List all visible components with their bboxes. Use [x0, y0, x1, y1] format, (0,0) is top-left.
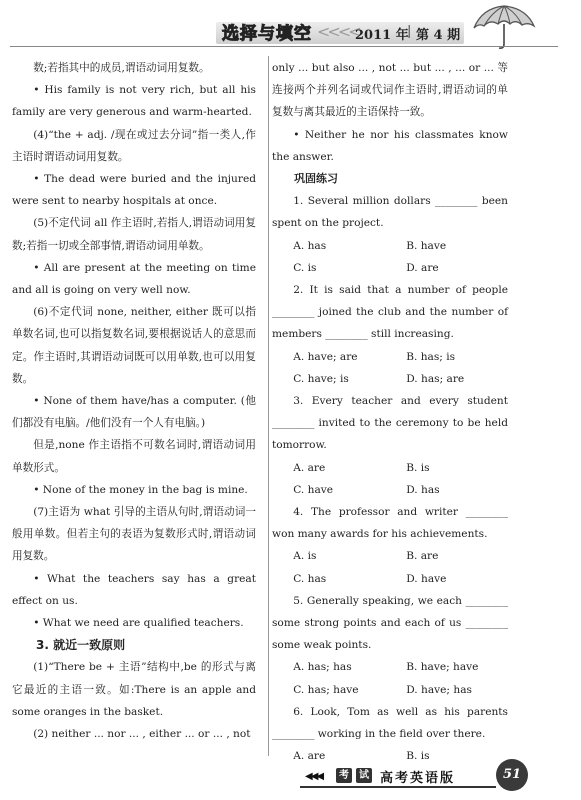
- chevrons-decoration: <<<<: [317, 22, 359, 41]
- answer-option: B. have; have: [406, 661, 479, 674]
- page-footer: [300, 759, 560, 793]
- grammar-paragraph: (2) neither ... nor ... , either ... or ... , not: [33, 728, 251, 741]
- example-sentence: • His family is not very rich, but all his family are very generous and warm-hearted.: [12, 84, 256, 119]
- option-row: [272, 545, 508, 567]
- header-separator: |: [407, 24, 412, 39]
- answer-option: D. has: [406, 483, 440, 496]
- answer-option: B. is: [406, 750, 430, 763]
- question-stem: 4. The professor and writer ________ won many awards for his achievements.: [272, 506, 508, 541]
- grammar-paragraph: 数;若指其中的成员,谓语动词用复数。: [33, 62, 210, 74]
- example-sentence: • None of them have/has a computer. (他们都没有电脑。/他们没有一个人有电脑。): [12, 395, 256, 430]
- right-intro: [272, 57, 508, 168]
- column-title: 选择与填空: [222, 24, 312, 44]
- answer-option: C. has: [293, 572, 327, 585]
- section-subheading: 3. 就近一致原则: [36, 638, 126, 653]
- answer-option: C. have; is: [293, 372, 349, 385]
- answer-option: A. has: [293, 239, 327, 252]
- option-row: [272, 568, 508, 590]
- answer-option: A. is: [293, 550, 317, 563]
- question-stem: 5. Generally speaking, we each ________ some strong points and each of us ________ some weak points.: [272, 594, 508, 652]
- exercise-question: [272, 190, 508, 279]
- example-sentence: • The dead were buried and the injured were sent to nearby hospitals at once.: [12, 173, 256, 208]
- footer-rule: [300, 786, 496, 788]
- question-stem: 2. It is said that a number of people ________ joined the club and the number of members ________ still increasing.: [272, 284, 508, 341]
- footer-badge-shi: 试: [356, 768, 372, 783]
- answer-option: C. have: [293, 483, 334, 496]
- answer-option: D. have; has: [406, 683, 472, 696]
- option-row: [272, 656, 508, 678]
- answer-option: D. are: [406, 261, 439, 274]
- option-row: [272, 368, 508, 390]
- question-stem: 3. Every teacher and every student ________ invited to the ceremony to be held tomorrow.: [272, 395, 508, 452]
- answer-option: B. has; is: [406, 350, 456, 363]
- option-row: [272, 346, 508, 368]
- right-column: [272, 57, 508, 768]
- option-row: [272, 479, 508, 501]
- option-row: [272, 257, 508, 279]
- page-header: [0, 0, 581, 52]
- grammar-paragraph: (5)不定代词 all 作主语时,若指人,谓语动词用复数;若指一切或全部事情,谓语动词用单数。: [12, 217, 256, 252]
- question-stem: 6. Look, Tom as well as his parents ________ working in the field over there.: [272, 705, 508, 741]
- grammar-paragraph: only ... but also ... , not ... but ... , ... or ... 等连接两个并列名词或代词作主语时,谓语动词的单复数与离其最近的主语保持一致。: [272, 62, 508, 119]
- example-sentence: • Neither he nor his classmates know the answer.: [272, 128, 508, 163]
- grammar-paragraph: (7)主语为 what 引导的主语从句时,谓语动词一般用单数。但若主句的表语为复数形式时,谓语动词用复数。: [12, 506, 256, 563]
- exercise-title: 巩固练习: [294, 172, 338, 186]
- example-sentence: • None of the money in the bag is mine.: [33, 483, 248, 496]
- issue-number: 第 4 期: [416, 28, 461, 43]
- answer-option: B. is: [406, 461, 430, 474]
- example-sentence: • All are present at the meeting on time and all is going on very well now.: [12, 261, 256, 297]
- grammar-paragraph: (6)不定代词 none, neither, either 既可以指单数名词,也可以指复数名词,要根据说话人的意思而定。作主语时,其谓语动词既可以用单数,也可以用复数。: [12, 306, 256, 385]
- answer-option: B. are: [406, 550, 439, 563]
- grammar-paragraph: (1)“There be + 主语”结构中,be 的形式与离它最近的主语一致。如:There is an apple and some oranges in the basket.: [12, 661, 256, 718]
- exercise-question: [272, 279, 508, 390]
- answer-option: D. have: [406, 572, 447, 585]
- exercise-question: [272, 590, 508, 701]
- grammar-paragraph: 但是,none 作主语指不可数名词时,谓语动词用单数形式。: [12, 439, 256, 474]
- exercise-question: [272, 390, 508, 501]
- column-divider: [268, 56, 269, 756]
- grammar-paragraph: (4)“the + adj. /现在或过去分词”指一类人,作主语时谓语动词用复数。: [12, 128, 256, 163]
- example-sentence: • What we need are qualified teachers.: [33, 617, 244, 630]
- footer-arrows-icon: ◀◀◀: [305, 771, 323, 782]
- page-number: 51: [496, 759, 528, 791]
- option-row: [272, 679, 508, 701]
- exercise-list: [272, 190, 508, 767]
- header-rule: [10, 46, 558, 47]
- exercise-question: [272, 701, 508, 768]
- answer-option: D. has; are: [406, 372, 465, 385]
- umbrella-icon: [468, 4, 538, 50]
- answer-option: A. are: [293, 750, 326, 763]
- answer-option: C. has; have: [293, 683, 359, 696]
- left-column: [12, 57, 256, 745]
- answer-option: C. is: [293, 261, 317, 274]
- publication-title: 高考英语版: [380, 771, 456, 786]
- example-sentence: • What the teachers say has a great effect on us.: [12, 572, 256, 607]
- question-stem: 1. Several million dollars ________ been spent on the project.: [272, 195, 508, 230]
- issue-year: 2011 年: [355, 28, 409, 43]
- answer-option: B. have: [406, 239, 447, 252]
- option-row: [272, 457, 508, 479]
- answer-option: A. are: [293, 461, 326, 474]
- answer-option: A. have; are: [293, 350, 358, 363]
- answer-option: A. has; has: [293, 661, 352, 674]
- footer-badge-kao: 考: [336, 768, 352, 783]
- exercise-question: [272, 501, 508, 590]
- option-row: [272, 235, 508, 257]
